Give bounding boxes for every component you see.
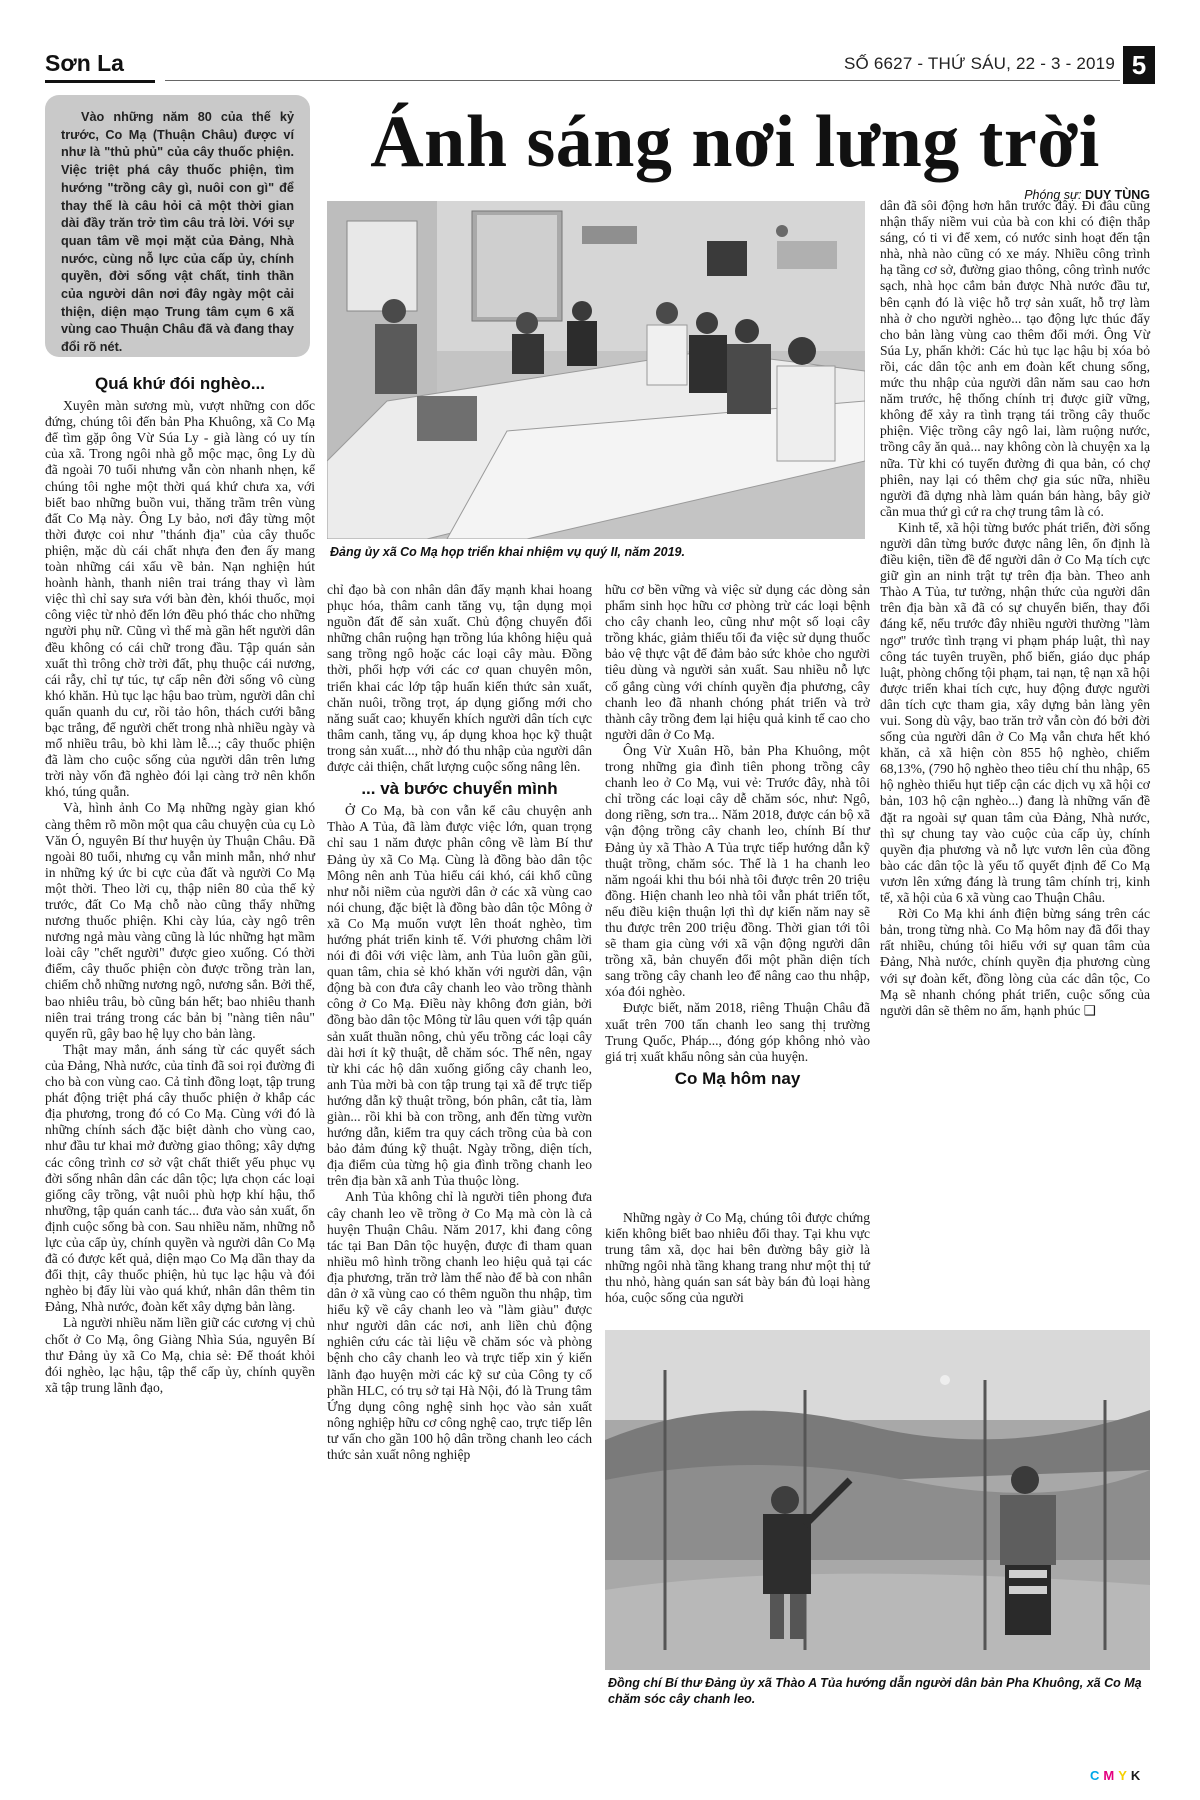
cmyk-c: C [1090,1768,1104,1783]
paragraph: Kinh tế, xã hội từng bước phát triển, đời sống người dân từng bước được nâng lên, ổn định là điều kiện, tiền đề để người dân ở Co Mạ tích cực giữ gìn an ninh trật tự trên địa bàn. Theo anh Thào A Tủa, tư tưởng, nhận thức của người dân trên địa bàn xã đã có sự chuyển biến, thay đổi đáng kể, nếu trước đây nhiều người thường "làm ngơ" trước tình trạng vi phạm pháp luật, thì nay công tác tuyên truyền, phổ biến, giáo dục pháp luật, phòng chống tội phạm, tai nạn, tệ nạn xã hội được triển khai tích cực, huy động được người dân tích cực tham gia, xây dựng bản làng yên vui. Song dù vậy, bao trăn trở vẫn còn đó bởi đời sống của người dân ở Co Mạ vẫn chưa hết khó khăn, cả xã hiện còn 855 hộ nghèo, chiếm 68,13%, (790 hộ nghèo theo tiêu chí thu nhập, 65 hộ nghèo thiếu hụt tiếp cận các dịch vụ xã hội cơ bản, 103 hộ cận nghèo...) đang là những vấn đề đặt ra ngoài sự quan tâm của Đảng, Nhà nước, thì sự chung tay vào cuộc của cấp ủy, chính quyền địa phương và nỗ lực vươn lên của đồng bào các dân tộc là yếu tố quyết định để Co Mạ vươn lên xứng đáng là trung tâm chính trị, kinh tế, xã hội của 6 xã vùng cao Thuận Châu. [880,519,1150,906]
paragraph: Anh Tủa không chỉ là người tiên phong đưa cây chanh leo về trồng ở Co Mạ mà còn là cả huyện Thuận Châu. Năm 2017, khi đang công tác tại Ban Dân tộc huyện, được đi tham quan nhiều mô hình trồng chanh leo hiệu quả tại các địa phương, trăn trở làm thế nào để bà con nhân dân ở xã vùng cao có thêm nguồn thu nhập, tìm hiểu kỹ về cây chanh leo và "làm giàu" được như người dân các nơi, anh liền chủ động nghiên cứu các tài liệu về chăm sóc và phòng bệnh cho cây chanh leo và trực tiếp xin ý kiến lãnh đạo huyện mời các kỹ sư của Công ty cổ phần HLC, có trụ sở tại Hà Nội, đó là Trung tâm Ứng dụng công nghệ sinh học vào sản xuất nông nghiệp hữu cơ công nghệ cao, trực tiếp lên tư vấn cho gần 100 hộ dân trồng chanh leo cách thức sản xuất nông nghiệp [327,1189,592,1462]
meeting-photo [327,201,865,539]
paragraph: Và, hình ảnh Co Mạ những ngày gian khó càng thêm rõ mồn một qua câu chuyện của cụ Lò Văn Ó, nguyên Bí thư huyện ủy Thuận Châu. Đã ngoài 80 tuổi, nhưng cụ vẫn minh mẫn, nhớ như in những ký ức bi cực của đất và người Co Mạ một thời. Theo lời cụ, thập niên 80 của thế kỷ trước, đất Co Mạ chỗ nào cũng thấy những nương thuốc phiện. Khi cày lúa, cày ngô trên nương ngả màu vàng cũng là lúc những hạt mầm loài cây "chết người" được gieo xuống. Có thời điểm, cây thuốc phiện còn được trồng tràn lan, chiếm chỗ những nương ngô, nương sắn. Bởi thế, bao nhiêu trâu, bò cũng bán hết; bao nhiêu thanh niên trai tráng trong các bản bị "nàng tiên nâu" quyến rũ, gây bao hệ lụy cho bản làng. [45,800,315,1041]
subhead-today: Co Mạ hôm nay [674,1068,801,1088]
issue-info: SỐ 6627 - THỨ SÁU, 22 - 3 - 2019 [843,54,1115,73]
column-1 [45,370,315,1396]
passion-fruit-photo-illustration [605,1330,1150,1670]
cmyk-m: M [1103,1768,1119,1783]
column-2 [327,582,592,1463]
passion-fruit-photo [605,1330,1150,1670]
passion-fruit-photo-caption: Đồng chí Bí thư Đảng ủy xã Thào A Tủa hướng dẫn người dân bản Pha Khuông, xã Co Mạ chăm sóc cây chanh leo. [608,1676,1142,1706]
paragraph: chỉ đạo bà con nhân dân đẩy mạnh khai hoang phục hóa, thâm canh tăng vụ, tận dụng mọi nguồn đất để sản xuất. Chủ động chuyển đổi những chân ruộng hạn trồng lúa không hiệu quả sang trồng ngô hoặc các loại cây màu. Đồng thời, phối hợp với các cơ quan chuyên môn, triển khai các lớp tập huấn kiến thức sản xuất, chăn nuôi, trồng trọt, áp dụng giống mới cho năng suất cao; khuyến khích người dân tích cực thâm canh, tăng vụ, áp dụng khoa học kỹ thuật trong sản xuất..., nhờ đó thu nhập của người dân được cải thiện, chất lượng cuộc sống nâng lên. [327,582,592,775]
cmyk-y: Y [1118,1768,1131,1783]
paragraph: Những ngày ở Co Mạ, chúng tôi được chứng kiến không biết bao nhiêu đổi thay. Tại khu vực trung tâm xã, dọc hai bên đường bây giờ là những ngôi nhà tầng khang trang như một thị tứ thu nhỏ, hàng quán san sát bày bán đủ loại hàng hóa, cuộc sống của người [605,1210,870,1306]
column-3-continuation [605,1210,870,1307]
lead-text: Vào những năm 80 của thế kỷ trước, Co Mạ (Thuận Châu) được ví như là "thủ phủ" của cây thuốc phiện. Việc triệt phá cây thuốc phiện, tìm hướng "trồng cây gì, nuôi con gì" để thay thế là câu hỏi cả một thời gian dài đầy trăn trở tìm câu trả lời. Với sự quan tâm về mọi mặt của Đảng, Nhà nước, cùng nỗ lực của cấp ủy, chính quyền, đời sống vật chất, tinh thần của người dân nơi đây ngày một cải thiện, diện mạo Trung tâm cụm 6 xã vùng cao Thuận Châu đã và đang thay đổi rõ nét. [61,110,294,355]
section-underline [45,80,155,83]
headline: Ánh sáng nơi lưng trời [370,101,1100,183]
meeting-photo-caption: Đảng ủy xã Co Mạ họp triển khai nhiệm vụ quý II, năm 2019. [330,545,685,559]
column-3 [605,582,870,1093]
page-number: 5 [1131,50,1147,80]
header-rule [165,80,1120,81]
subhead-transformation: ... và bước chuyển mình [361,779,558,799]
meeting-photo-illustration [327,201,865,539]
paragraph: Rời Co Mạ khi ánh điện bừng sáng trên các bản, trong từng nhà. Co Mạ hôm nay đã đổi thay rất nhiều, chúng tôi hiểu với sự quan tâm của Đảng, Nhà nước, chính quyền địa phương cùng với sự đoàn kết, đồng lòng của các dân tộc, Co Mạ sẽ nhanh chóng phát triển, cuộc sống của người dân sẽ thêm no ấm, hạnh phúc ❑ [880,906,1150,1018]
cmyk-mark [1090,1768,1144,1783]
paragraph: Ở Co Mạ, bà con vẫn kể câu chuyện anh Thào A Tủa, đã làm được việc lớn, quan trọng chỉ sau 1 năm được phân công về làm Bí thư Đảng ủy xã Co Mạ. Cùng là đồng bào dân tộc Mông nên anh Tủa hiểu cái khó, cái khổ cũng như nỗi niềm của người dân ở các xã vùng cao nói chung, đặc biệt là đồng bào dân tộc Mông ở xã Co Mạ muốn vượt lên thoát nghèo, tìm hướng phát triển kinh tế. Với phương châm lời nói đi đôi với việc làm, anh Tủa luôn gần gũi, quan tâm, chia sẻ khó khăn với người dân, vận động bà con đưa cây chanh leo vào trồng thành công ở Co Mạ. Điều này không đơn giản, bởi đồng bào dân tộc Mông từ lâu quen với tập quán sản xuất thuần nông, chủ yếu trồng các loại cây dài hơi ít kỹ thuật, dễ chăm sóc. Thế nên, ngay từ khi các hộ dân xuống giống cây chanh leo, anh Tủa mời bà con tập trung tại xã để trực tiếp hướng dẫn kỹ thuật trồng, bón phân, cắt tỉa, làm giàn... rồi khi bà con trồng, anh đến từng vườn hướng dẫn, kiểm tra quy cách trồng của bà con bảo đảm đúng kỹ thuật. Ngày trồng, diện tích, địa điểm của từng hộ gia đình trồng chanh leo trên địa bàn xã anh Tủa thuộc lòng. [327,803,592,1189]
paragraph: Xuyên màn sương mù, vượt những con dốc đứng, chúng tôi đến bản Pha Khuông, xã Co Mạ để tìm gặp ông Vừ Súa Ly - già làng có uy tín của xã. Trong ngôi nhà gỗ mộc mạc, ông Ly dù đã ngoài 70 tuổi nhưng vẫn còn nhanh nhẹn, kể chúng tôi nghe một thời quá khứ chưa xa, với biết bao những buồn vui, thăng trầm trên vùng đất Co Mạ này. Ông Ly bảo, nơi đây từng một thời được coi như "thánh địa" của cây thuốc phiện, mặc dù cái chất nhựa đen đen ấy mang toàn những cái xấu về bản. Nạn nghiện hút hoành hành, thanh niên trai tráng thay vì làm việc thì chỉ say sưa với bàn đèn, khói thuốc, mọi công việc từ nhỏ đến lớn đều phó thác cho những người phụ nữ. Cũng vì thế mà gần hết người dân đều không có cái chữ trong đầu. Tập quán sản xuất thì trông chờ trời đất, phụ thuộc cái nương, cái rẫy, chỉ tự túc, tự cấp nên đời sống vô cùng khó khăn. Hủ tục lạc hậu bao trùm, người dân chỉ quẩn quanh du cư, rồi tảo hôn, thách cưới bằng bạc trắng, để người chết trong nhà nhiều ngày và mổ nhiều trâu, bò khi làm lễ...; cây thuốc phiện đã làm cho cuộc sống của người dân trên lưng trời này vốn đã nghèo đói lại càng trở nên khốn khó, túng quẫn. [45,398,315,800]
paragraph: Được biết, năm 2018, riêng Thuận Châu đã xuất trên 700 tấn chanh leo sang thị trường Trung Quốc, Pháp..., đóng góp không nhỏ vào giá trị xuất khẩu nông sản của huyện. [605,1000,870,1064]
subhead-past: Quá khứ đói nghèo... [94,374,266,393]
paragraph: Thật may mắn, ánh sáng từ các quyết sách của Đảng, Nhà nước, của tỉnh đã soi rọi đường đi cho bà con vùng cao. Cả tỉnh đồng loạt, tập trung phát động triệt phá cây thuốc phiện ở khắp các địa phương, trong đó có Co Mạ. Cùng với đó là những chính sách đặc biệt dành cho vùng cao, như đầu tư khai mở đường giao thông; xây dựng các công trình cơ sở vật chất thiết yếu phục vụ đời sống nhân dân các dân tộc; lựa chọn các loại giống cây trồng, vật nuôi phù hợp khí hậu, thổ nhưỡng, tập quán canh tác... đưa vào sản xuất, ổn định cuộc sống bà con. Sau nhiều năm, những nỗ lực của cấp ủy, chính quyền và người dân Co Mạ đã có được kết quả, diện mạo Co Mạ dần thay da đổi thịt, cây thuốc phiện, hủ tục lạc hậu và đói nghèo bị đẩy lùi vào quá khứ, nhân dân thêm tin Đảng, Nhà nước, đoàn kết xây dựng bản làng. [45,1041,315,1315]
paragraph: Ông Vừ Xuân Hồ, bản Pha Khuông, một trong những gia đình tiên phong trồng cây chanh leo ở Co Mạ, vui vẻ: Trước đây, nhà tôi chỉ trồng các loại cây dễ chăm sóc, như: Ngô, dong riềng, sơn tra... Năm 2018, được cán bộ xã vận động trồng cây chanh leo, chính Bí thư Đảng ủy xã Thào A Tủa trực tiếp hướng dẫn kỹ thuật trồng, chăm sóc. Thế là 1 ha chanh leo năm ngoái khi thu bói nhà tôi được trên 20 triệu đồng. Hiện chanh leo nhà tôi vẫn phát triển tốt, nếu điều kiện thuận lợi thì dự kiến năm nay sẽ thu được trên 200 triệu đồng. Thời gian tới tôi sẽ tham gia cùng với xã vận động người dân trồng xã, bản chuyển đổi một phần diện tích sang trồng cây chanh leo để nâng cao thu nhập, xóa đói nghèo. [605,742,870,1000]
paragraph: Là người nhiều năm liền giữ các cương vị chủ chốt ở Co Mạ, ông Giàng Nhìa Súa, nguyên Bí thư Đảng ủy xã Co Mạ, chia sẻ: Để thoát khỏi đói nghèo, lạc hậu, tập thể cấp ủy, chính quyền xã tập trung lãnh đạo, [45,1315,315,1395]
column-4 [880,198,1150,1019]
paragraph: dân đã sôi động hơn hẳn trước đây. Đi đâu cũng nhận thấy niềm vui của bà con khi có điện thắp sáng, có ti vi để xem, có nước sinh hoạt đến tận nhà, nhà nào cũng có xe máy. Nhiều công trình hạ tầng cơ sở, đường giao thông, công trình nước sạch, nhà học cắm bản được Nhà nước đầu tư, bên cạnh đó là việc hỗ trợ sản xuất, hỗ trợ làm nhà ở cho người nghèo... tạo động lực thúc đẩy cho bản làng vùng cao thêm đổi mới. Ông Vừ Súa Ly, phấn khởi: Các hủ tục lạc hậu bị xóa bỏ rồi, các dân tộc anh em đoàn kết chung sống, mức thu nhập của người dân năm sau cao hơn năm trước, hệ thống chính trị được giữ vững, không để xảy ra tình trạng tái trồng cây thuốc phiện. Việc trồng cây ngô lai, làm ruộng nước, trồng cây ăn quả... nay không còn là chuyện xa lạ nữa. Từ khi có tuyến đường đi qua bản, có chợ phiên, nay lại có thêm chợ gia súc nữa, nhiều người đã dựng nhà làm quán bán hàng, bây giờ cần mua thứ gì cứ ra chợ trung tâm là có. [880,198,1150,519]
byline-label: Phóng sự: [1024,188,1082,202]
section-name: Sơn La [45,50,124,76]
paragraph: hữu cơ bền vững và việc sử dụng các dòng sản phẩm sinh học hữu cơ phòng trừ các loại bệnh cho cây chanh leo, cũng như một số loại cây trồng khác, giảm thiểu tối đa việc sử dụng thuốc bảo vệ thực vật để đảm bảo sức khỏe cho người tiêu dùng và người sản xuất. Sau nhiều nỗ lực cố gắng cùng với chính quyền địa phương, cây chanh leo đã nhanh chóng phát triển và trở thành cây trồng đem lại hiệu quả kinh tế cao cho người dân ở Co Mạ. [605,582,870,742]
lead-box [45,95,310,357]
page-number-box [1123,46,1155,84]
byline-author: DUY TÙNG [1084,188,1150,202]
cmyk-k: K [1130,1768,1145,1783]
